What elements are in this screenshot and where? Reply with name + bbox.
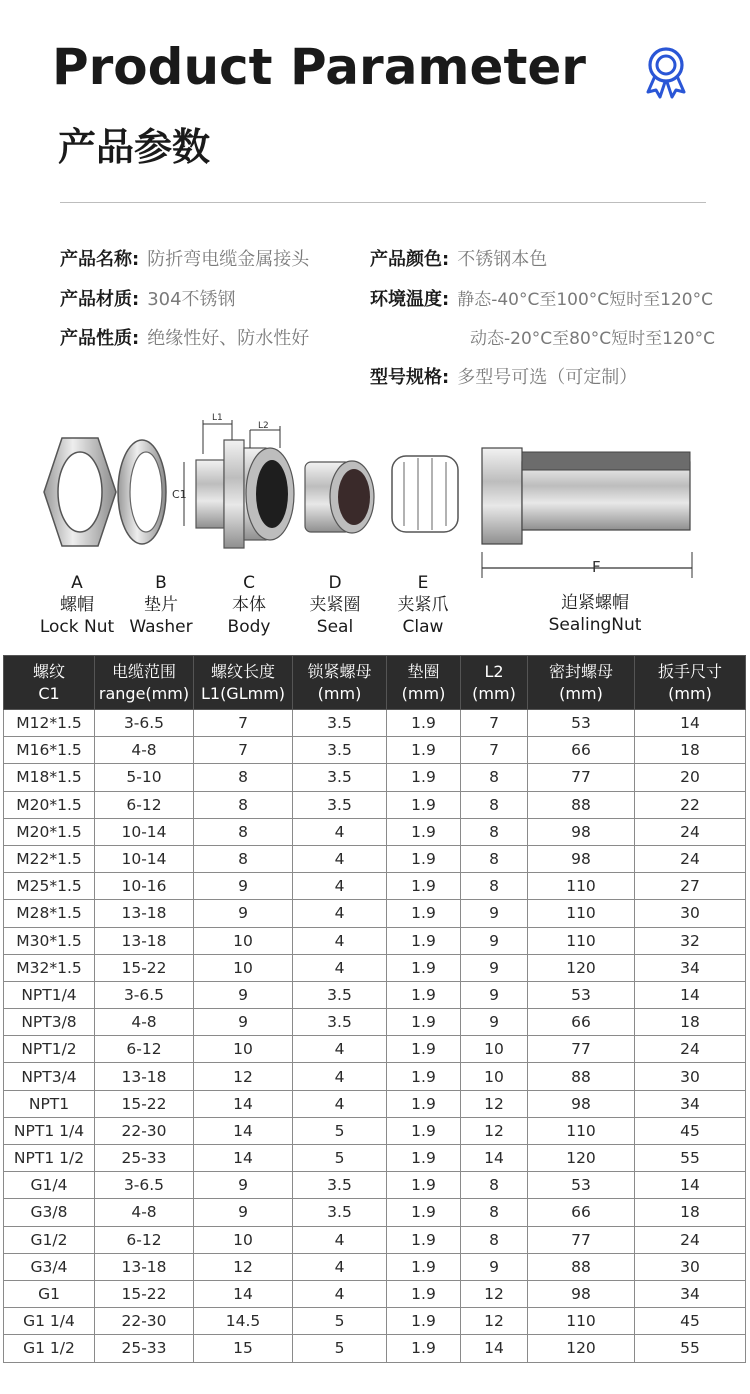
- table-header-cell: 螺纹 C1: [4, 656, 95, 710]
- table-header-cell: 扳手尺寸 (mm): [635, 656, 746, 710]
- table-cell: 14: [194, 1280, 293, 1307]
- part-label-e: E 夹紧爪 Claw: [397, 573, 449, 637]
- award-ribbon-icon: [638, 44, 694, 100]
- table-row: [4, 981, 746, 1008]
- washer-drawing: [118, 440, 166, 544]
- lock-nut-drawing: [44, 438, 116, 546]
- table-cell: 18: [635, 1199, 746, 1226]
- table-cell: 9: [194, 981, 293, 1008]
- header-divider: [60, 202, 706, 203]
- table-cell: 6-12: [95, 1226, 194, 1253]
- table-cell: 10: [461, 1063, 528, 1090]
- table-cell: 15: [194, 1335, 293, 1362]
- table-cell: 27: [635, 873, 746, 900]
- part-label-d: D 夹紧圈 Seal: [309, 573, 361, 637]
- table-cell: M22*1.5: [4, 845, 95, 872]
- table-cell: 110: [528, 900, 635, 927]
- table-cell: 1.9: [387, 1335, 461, 1362]
- table-cell: 8: [461, 1226, 528, 1253]
- table-cell: 45: [635, 1308, 746, 1335]
- spec-product-color: 产品颜色: 不锈钢本色: [370, 249, 548, 270]
- spec-product-property: 产品性质: 绝缘性好、防水性好: [60, 328, 310, 349]
- table-cell: 7: [461, 737, 528, 764]
- table-cell: 10: [461, 1036, 528, 1063]
- table-cell: 9: [194, 1199, 293, 1226]
- table-cell: 1.9: [387, 818, 461, 845]
- table-cell: M12*1.5: [4, 710, 95, 737]
- table-cell: 3.5: [293, 710, 387, 737]
- table-cell: 4: [293, 927, 387, 954]
- table-cell: 53: [528, 1172, 635, 1199]
- part-label-a: A 螺帽 Lock Nut: [39, 573, 115, 637]
- table-cell: 8: [461, 1172, 528, 1199]
- table-cell: 3-6.5: [95, 1172, 194, 1199]
- table-cell: 4: [293, 954, 387, 981]
- table-cell: 9: [461, 927, 528, 954]
- table-cell: 9: [461, 954, 528, 981]
- table-cell: 1.9: [387, 1253, 461, 1280]
- table-cell: 4: [293, 900, 387, 927]
- table-cell: 3-6.5: [95, 710, 194, 737]
- table-cell: 9: [461, 1009, 528, 1036]
- table-cell: 1.9: [387, 845, 461, 872]
- table-row: [4, 1226, 746, 1253]
- table-row: [4, 845, 746, 872]
- table-cell: NPT3/8: [4, 1009, 95, 1036]
- table-cell: 1.9: [387, 1117, 461, 1144]
- table-cell: 55: [635, 1145, 746, 1172]
- table-cell: 14.5: [194, 1308, 293, 1335]
- table-cell: 1.9: [387, 764, 461, 791]
- page-title: Product Parameter: [52, 38, 586, 96]
- table-row: [4, 1063, 746, 1090]
- table-header-cell: 电缆范围 range(mm): [95, 656, 194, 710]
- table-cell: 6-12: [95, 1036, 194, 1063]
- table-header-row: [4, 656, 746, 710]
- table-cell: 22-30: [95, 1308, 194, 1335]
- spec-product-name: 产品名称: 防折弯电缆金属接头: [60, 249, 310, 270]
- table-row: [4, 1199, 746, 1226]
- part-label-sealing-nut: 迫紧螺帽 SealingNut: [548, 593, 642, 635]
- table-cell: 10-16: [95, 873, 194, 900]
- parameter-table: [3, 655, 746, 1363]
- table-cell: 3.5: [293, 1199, 387, 1226]
- table-cell: G1: [4, 1280, 95, 1307]
- table-cell: 14: [194, 1117, 293, 1144]
- table-cell: 22: [635, 791, 746, 818]
- table-cell: 13-18: [95, 900, 194, 927]
- table-cell: 98: [528, 1280, 635, 1307]
- table-cell: 13-18: [95, 1253, 194, 1280]
- spec-environment-temp: 环境温度: 静态-40°C至100°C短时至120°C: [370, 289, 713, 310]
- table-cell: 55: [635, 1335, 746, 1362]
- table-cell: 8: [461, 845, 528, 872]
- table-cell: 30: [635, 1063, 746, 1090]
- dim-l1-label: L1: [212, 413, 223, 423]
- table-cell: 14: [194, 1145, 293, 1172]
- table-row: [4, 1145, 746, 1172]
- table-cell: 25-33: [95, 1145, 194, 1172]
- table-cell: 25-33: [95, 1335, 194, 1362]
- table-cell: 4: [293, 1226, 387, 1253]
- table-cell: G3/4: [4, 1253, 95, 1280]
- table-cell: 13-18: [95, 927, 194, 954]
- table-cell: G1/2: [4, 1226, 95, 1253]
- table-row: [4, 1253, 746, 1280]
- table-row: [4, 900, 746, 927]
- table-cell: 30: [635, 1253, 746, 1280]
- dim-c1-label: C1: [172, 488, 187, 501]
- table-cell: 77: [528, 764, 635, 791]
- table-cell: 4: [293, 1036, 387, 1063]
- table-header-cell: 螺纹长度 L1(GLmm): [194, 656, 293, 710]
- table-cell: 77: [528, 1036, 635, 1063]
- table-row: [4, 927, 746, 954]
- table-cell: NPT3/4: [4, 1063, 95, 1090]
- table-cell: 1.9: [387, 981, 461, 1008]
- table-cell: 9: [194, 873, 293, 900]
- page-subtitle: 产品参数: [58, 125, 211, 169]
- table-cell: 1.9: [387, 873, 461, 900]
- table-cell: NPT1: [4, 1090, 95, 1117]
- body-drawing: [172, 413, 294, 548]
- table-row: [4, 873, 746, 900]
- table-row: [4, 818, 746, 845]
- table-cell: 7: [461, 710, 528, 737]
- table-cell: 14: [635, 981, 746, 1008]
- table-cell: G1/4: [4, 1172, 95, 1199]
- table-cell: 4: [293, 818, 387, 845]
- table-cell: 9: [461, 981, 528, 1008]
- table-cell: 5: [293, 1117, 387, 1144]
- table-cell: 18: [635, 1009, 746, 1036]
- table-cell: 12: [194, 1253, 293, 1280]
- table-cell: 120: [528, 954, 635, 981]
- table-cell: 1.9: [387, 1172, 461, 1199]
- table-cell: 14: [635, 1172, 746, 1199]
- table-row: [4, 1117, 746, 1144]
- table-cell: 10: [194, 1226, 293, 1253]
- table-cell: 24: [635, 845, 746, 872]
- table-cell: 98: [528, 818, 635, 845]
- table-cell: 12: [461, 1308, 528, 1335]
- table-row: [4, 1009, 746, 1036]
- table-cell: 4-8: [95, 1009, 194, 1036]
- table-cell: 8: [194, 764, 293, 791]
- table-cell: 66: [528, 1199, 635, 1226]
- table-cell: M32*1.5: [4, 954, 95, 981]
- table-cell: 110: [528, 927, 635, 954]
- table-cell: M30*1.5: [4, 927, 95, 954]
- table-cell: 14: [635, 710, 746, 737]
- table-cell: 1.9: [387, 1090, 461, 1117]
- table-cell: 5-10: [95, 764, 194, 791]
- table-row: [4, 737, 746, 764]
- table-cell: 4: [293, 1280, 387, 1307]
- table-cell: 120: [528, 1145, 635, 1172]
- table-cell: 10: [194, 927, 293, 954]
- table-cell: 15-22: [95, 1280, 194, 1307]
- table-cell: 8: [461, 873, 528, 900]
- table-cell: 22-30: [95, 1117, 194, 1144]
- table-cell: 3.5: [293, 1172, 387, 1199]
- table-cell: NPT1 1/2: [4, 1145, 95, 1172]
- table-cell: 45: [635, 1117, 746, 1144]
- table-cell: 98: [528, 845, 635, 872]
- table-cell: 9: [194, 1009, 293, 1036]
- table-cell: 88: [528, 1253, 635, 1280]
- table-cell: 12: [461, 1090, 528, 1117]
- table-row: [4, 764, 746, 791]
- table-cell: 9: [194, 900, 293, 927]
- table-cell: 24: [635, 1036, 746, 1063]
- table-cell: 8: [194, 818, 293, 845]
- table-cell: 10-14: [95, 845, 194, 872]
- spec-model: 型号规格: 多型号可选（可定制）: [370, 367, 638, 388]
- table-cell: 9: [194, 1172, 293, 1199]
- table-cell: 1.9: [387, 927, 461, 954]
- table-cell: 53: [528, 710, 635, 737]
- table-cell: 1.9: [387, 900, 461, 927]
- table-cell: 88: [528, 1063, 635, 1090]
- table-cell: 1.9: [387, 1226, 461, 1253]
- table-cell: 110: [528, 873, 635, 900]
- dim-f-label: F: [592, 558, 601, 576]
- table-cell: M16*1.5: [4, 737, 95, 764]
- table-cell: 14: [461, 1145, 528, 1172]
- table-cell: 3.5: [293, 764, 387, 791]
- table-cell: 5: [293, 1335, 387, 1362]
- table-cell: 34: [635, 1090, 746, 1117]
- table-cell: 10-14: [95, 818, 194, 845]
- table-cell: 1.9: [387, 1009, 461, 1036]
- dim-l2-label: L2: [258, 421, 269, 431]
- table-cell: 3.5: [293, 791, 387, 818]
- table-cell: 1.9: [387, 737, 461, 764]
- table-cell: 4-8: [95, 737, 194, 764]
- table-cell: 20: [635, 764, 746, 791]
- table-cell: 1.9: [387, 1063, 461, 1090]
- table-cell: 15-22: [95, 954, 194, 981]
- table-cell: 8: [461, 1199, 528, 1226]
- table-cell: 3.5: [293, 737, 387, 764]
- table-cell: 15-22: [95, 1090, 194, 1117]
- table-row: [4, 1308, 746, 1335]
- table-cell: 8: [461, 764, 528, 791]
- table-cell: 1.9: [387, 1036, 461, 1063]
- table-cell: 98: [528, 1090, 635, 1117]
- table-cell: 4-8: [95, 1199, 194, 1226]
- table-header-cell: 锁紧螺母 (mm): [293, 656, 387, 710]
- table-cell: 12: [461, 1280, 528, 1307]
- table-cell: 1.9: [387, 1199, 461, 1226]
- table-cell: 8: [461, 791, 528, 818]
- table-cell: 1.9: [387, 1280, 461, 1307]
- table-cell: 4: [293, 1063, 387, 1090]
- table-cell: 12: [194, 1063, 293, 1090]
- table-cell: 120: [528, 1335, 635, 1362]
- table-cell: 24: [635, 818, 746, 845]
- table-cell: 1.9: [387, 1145, 461, 1172]
- table-cell: 6-12: [95, 791, 194, 818]
- table-cell: 10: [194, 1036, 293, 1063]
- table-cell: NPT1/4: [4, 981, 95, 1008]
- table-cell: 8: [194, 791, 293, 818]
- table-header-cell: 垫圈 (mm): [387, 656, 461, 710]
- table-cell: 24: [635, 1226, 746, 1253]
- table-cell: 110: [528, 1117, 635, 1144]
- table-cell: 4: [293, 1090, 387, 1117]
- table-header-cell: 密封螺母 (mm): [528, 656, 635, 710]
- table-row: [4, 954, 746, 981]
- table-cell: 5: [293, 1145, 387, 1172]
- table-cell: 1.9: [387, 710, 461, 737]
- table-cell: 14: [461, 1335, 528, 1362]
- table-cell: 88: [528, 791, 635, 818]
- table-cell: 1.9: [387, 791, 461, 818]
- table-cell: M20*1.5: [4, 818, 95, 845]
- spec-product-material: 产品材质: 304不锈钢: [60, 289, 236, 310]
- table-cell: M25*1.5: [4, 873, 95, 900]
- table-cell: 13-18: [95, 1063, 194, 1090]
- table-cell: 53: [528, 981, 635, 1008]
- table-cell: 7: [194, 737, 293, 764]
- table-cell: 4: [293, 1253, 387, 1280]
- table-cell: 8: [194, 845, 293, 872]
- claw-drawing: [392, 456, 458, 532]
- table-cell: 3.5: [293, 1009, 387, 1036]
- table-cell: G1 1/2: [4, 1335, 95, 1362]
- table-cell: 1.9: [387, 1308, 461, 1335]
- seal-drawing: [305, 461, 374, 533]
- spec-temp-dynamic: 动态-20°C至80°C短时至120°C: [470, 329, 715, 349]
- table-cell: 9: [461, 1253, 528, 1280]
- table-body: [4, 710, 746, 1363]
- table-cell: 10: [194, 954, 293, 981]
- part-label-c: C 本体 Body: [227, 573, 271, 637]
- table-cell: 18: [635, 737, 746, 764]
- table-row: [4, 710, 746, 737]
- table-header-cell: L2 (mm): [461, 656, 528, 710]
- table-row: [4, 791, 746, 818]
- table-cell: 4: [293, 873, 387, 900]
- table-row: [4, 1172, 746, 1199]
- table-cell: 9: [461, 900, 528, 927]
- table-cell: 4: [293, 845, 387, 872]
- table-cell: 66: [528, 1009, 635, 1036]
- table-cell: 8: [461, 818, 528, 845]
- part-label-b: B 垫片 Washer: [129, 573, 193, 637]
- table-cell: M20*1.5: [4, 791, 95, 818]
- table-cell: 3-6.5: [95, 981, 194, 1008]
- table-cell: 7: [194, 710, 293, 737]
- table-row: [4, 1280, 746, 1307]
- table-cell: 14: [194, 1090, 293, 1117]
- table-cell: NPT1/2: [4, 1036, 95, 1063]
- table-cell: 12: [461, 1117, 528, 1144]
- table-cell: 5: [293, 1308, 387, 1335]
- table-row: [4, 1335, 746, 1362]
- table-cell: G1 1/4: [4, 1308, 95, 1335]
- table-cell: NPT1 1/4: [4, 1117, 95, 1144]
- table-cell: M18*1.5: [4, 764, 95, 791]
- table-cell: 66: [528, 737, 635, 764]
- table-cell: M28*1.5: [4, 900, 95, 927]
- table-cell: 3.5: [293, 981, 387, 1008]
- table-cell: 1.9: [387, 954, 461, 981]
- table-row: [4, 1090, 746, 1117]
- table-cell: 110: [528, 1308, 635, 1335]
- table-cell: 34: [635, 954, 746, 981]
- table-cell: G3/8: [4, 1199, 95, 1226]
- table-cell: 34: [635, 1280, 746, 1307]
- table-cell: 32: [635, 927, 746, 954]
- sealing-nut-drawing: [482, 448, 692, 578]
- table-cell: 30: [635, 900, 746, 927]
- table-row: [4, 1036, 746, 1063]
- table-cell: 77: [528, 1226, 635, 1253]
